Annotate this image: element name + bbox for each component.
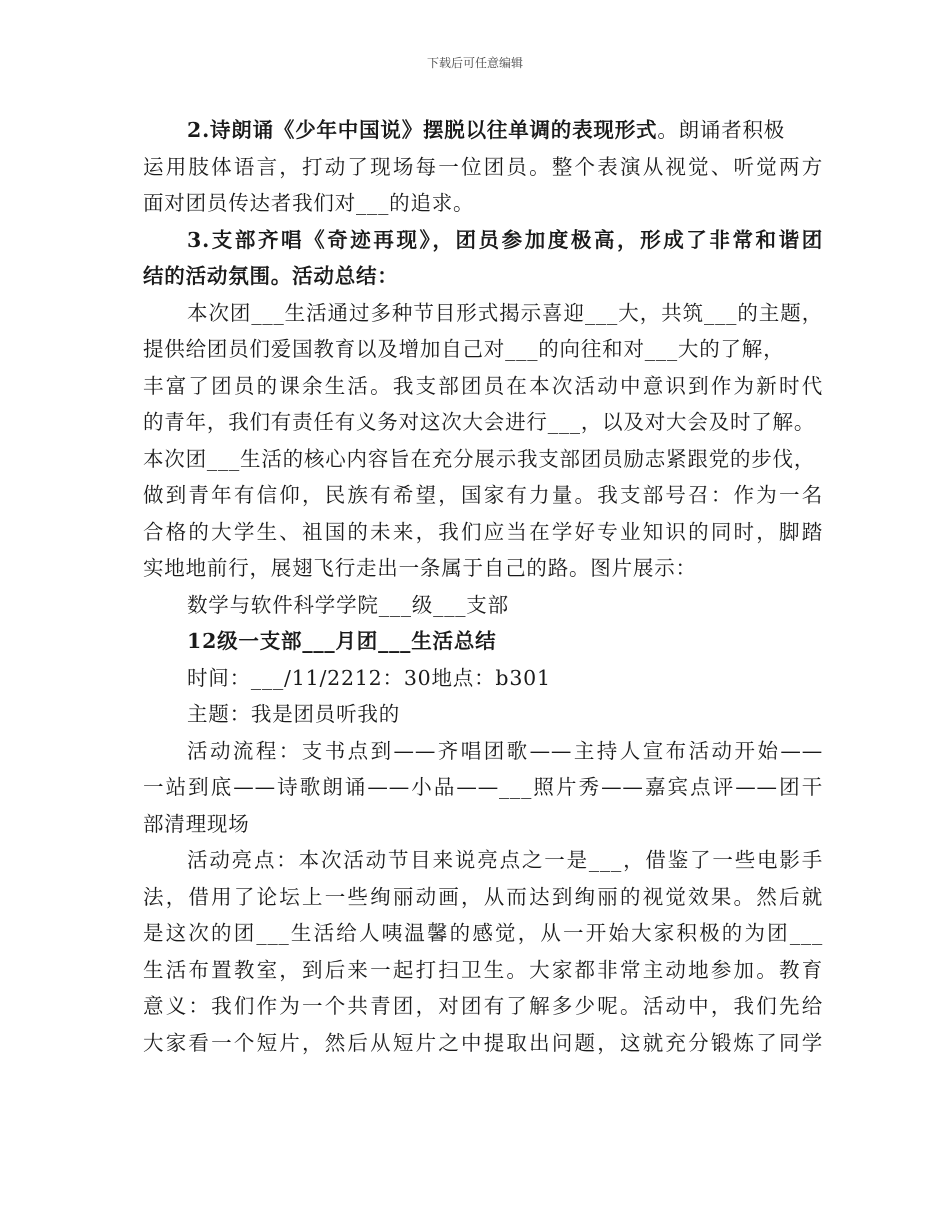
- paragraph-line: 数学与软件科学学院___级___支部: [187, 592, 509, 617]
- paragraph-line: 活动亮点：本次活动节目来说亮点之一是___，借鉴了一些电影手: [187, 848, 823, 872]
- paragraph-line: 时间：___/11/2212：30地点：b301: [187, 665, 551, 690]
- paragraph-line: 生活布置教室，到后来一起打扫卫生。大家都非常主动地参加。教育: [143, 957, 823, 982]
- paragraph-line: 一站到底——诗歌朗诵——小品——___照片秀——嘉宾点评——团干: [143, 775, 823, 799]
- paragraph-line: 面对团员传达者我们对___的追求。: [143, 191, 475, 215]
- section-title: 12级一支部___月团___生活总结: [187, 629, 497, 653]
- paragraph-line: 法，借用了论坛上一些绚丽动画，从而达到绚丽的视觉效果。然后就: [143, 884, 823, 909]
- paragraph-line: 做到青年有信仰，民族有希望，国家有力量。我支部号召：作为一名: [143, 483, 823, 507]
- paragraph-line: 运用肢体语言，打动了现场每一位团员。整个表演从视觉、听觉两方: [143, 154, 823, 179]
- paragraph-line: 丰富了团员的课余生活。我支部团员在本次活动中意识到作为新时代: [143, 373, 823, 398]
- paragraph-line: 的青年，我们有责任有义务对这次大会进行___，以及对大会及时了解。: [143, 410, 816, 434]
- paragraph-line: 是这次的团___生活给人咦温馨的感觉，从一开始大家积极的为团___: [143, 921, 823, 945]
- paragraph-line: 主题：我是团员听我的: [187, 702, 400, 726]
- page-header: 下载后可任意编辑: [426, 56, 523, 70]
- paragraph-line: 活动流程：支书点到——齐唱团歌——主持人宣布活动开始——: [187, 738, 823, 763]
- paragraph-line: 意义：我们作为一个共青团，对团有了解多少呢。活动中，我们先给: [143, 994, 823, 1018]
- paragraph-line: 合格的大学生、祖国的未来，我们应当在学好专业知识的同时，脚踏: [143, 519, 823, 544]
- paragraph-line: 3.支部齐唱《奇迹再现》，团员参加度极高，形成了非常和谐团: [187, 227, 823, 252]
- paragraph-line: 2.诗朗诵《少年中国说》摆脱以往单调的表现形式。朗诵者积极: [187, 118, 786, 142]
- paragraph-line: 提供给团员们爱国教育以及增加自己对___的向往和对___大的了解，: [143, 337, 785, 361]
- section-heading: 结的活动氛围。活动总结：: [143, 264, 399, 288]
- paragraph-line: 本次团___生活通过多种节目形式揭示喜迎___大，共筑___的主题，: [187, 300, 823, 325]
- paragraph-line: 部清理现场: [143, 811, 250, 836]
- document-body: [143, 112, 823, 1061]
- paragraph-line: 实地地前行，展翅飞行走出一条属于自己的路。图片展示：: [143, 556, 697, 580]
- paragraph-line: 本次团___生活的核心内容旨在充分展示我支部团员励志紧跟党的步伐，: [143, 446, 816, 471]
- paragraph-line: 大家看一个短片，然后从短片之中提取出问题，这就充分锻炼了同学: [143, 1030, 823, 1055]
